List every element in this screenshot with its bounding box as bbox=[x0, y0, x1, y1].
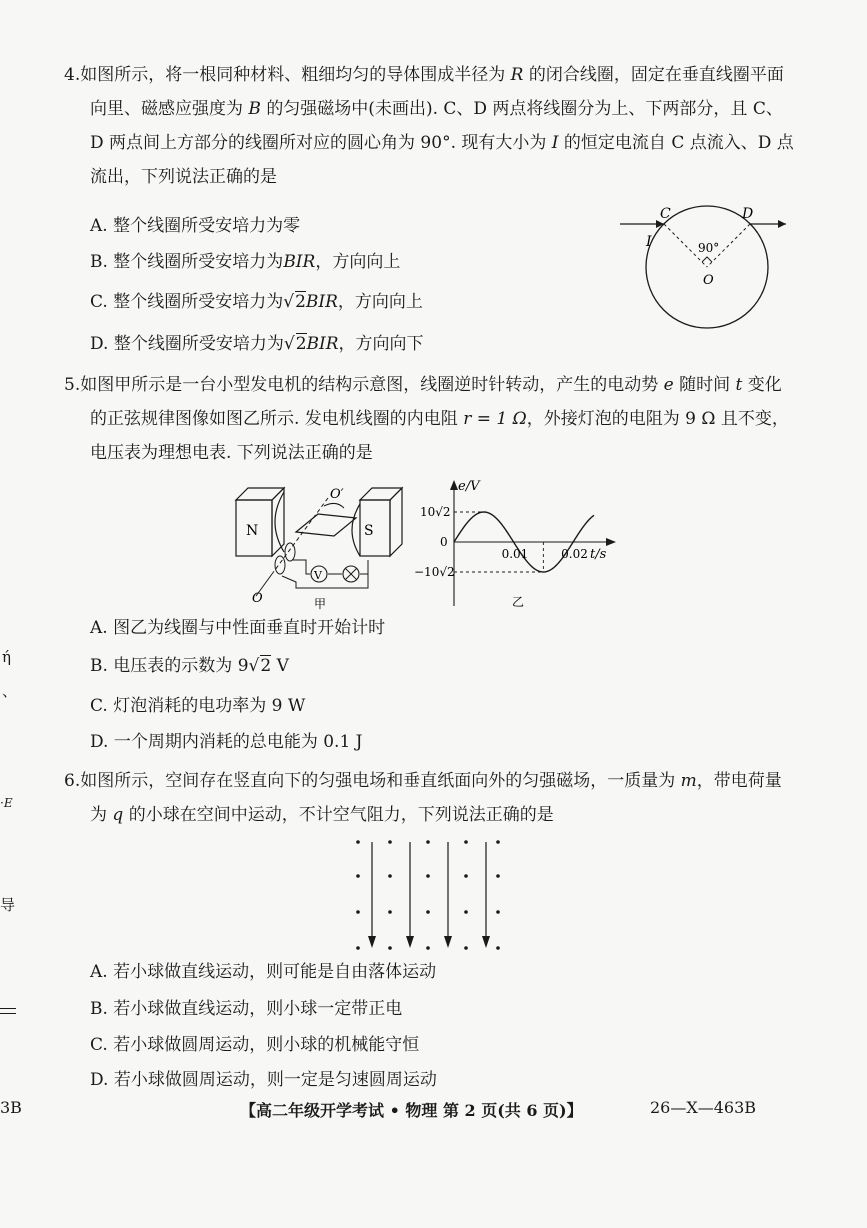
voltmeter-label: V bbox=[314, 569, 322, 582]
question-4-stem: 4.如图所示，将一根同种材料、粗细均匀的导体围成半径为 R 的闭合线圈，固定在垂直线圈平面向里、磁感应强度为 B 的匀强磁场中(未画出). C、D 两点将线圈分为上、下两部分，且 C、D 两点间上方部分的线圈所对应的圆心角为 90°. 现有大小为 I 的恒定电流自 C 点流入、D 点流出，下列说法正确的是 bbox=[64, 65, 794, 187]
point-d-label: D bbox=[742, 206, 754, 222]
edge-mark-1: ή bbox=[2, 648, 11, 666]
n-magnet-top bbox=[236, 488, 284, 500]
b-field-dot bbox=[426, 840, 430, 844]
y-axis-arrow bbox=[450, 480, 458, 490]
s-pole-label: S bbox=[364, 523, 374, 539]
y-tick-max: 10√2 bbox=[420, 505, 451, 519]
q6-option-a: A. 若小球做直线运动，则可能是自由落体运动 bbox=[90, 962, 437, 982]
n-pole-label: N bbox=[246, 523, 259, 539]
current-out-arrow bbox=[778, 220, 786, 228]
b-field-dot bbox=[426, 874, 430, 878]
s-pole-face bbox=[352, 504, 360, 556]
edge-mark-5: 3B bbox=[0, 1098, 22, 1117]
q4-option-c: C. 整个线圈所受安培力为√2BIR，方向向上 bbox=[90, 292, 423, 312]
q5-option-c: C. 灯泡消耗的电功率为 9 W bbox=[90, 696, 306, 716]
edge-bar bbox=[0, 1008, 16, 1014]
b-field-dot bbox=[464, 840, 468, 844]
e-field-arrow bbox=[406, 936, 414, 948]
q6-option-c: C. 若小球做圆周运动，则小球的机械能守恒 bbox=[90, 1035, 420, 1055]
footer-title: 【高二年级开学考试 • 物理 第 2 页(共 6 页)】 bbox=[240, 1101, 583, 1120]
figure-jia-caption: 甲 bbox=[314, 597, 327, 611]
figure-yi-caption: 乙 bbox=[512, 595, 525, 609]
y-tick-min: −10√2 bbox=[414, 565, 455, 579]
x-tick-001: 0.01 bbox=[501, 547, 529, 561]
y-axis-label: e/V bbox=[458, 479, 480, 494]
b-field-dot bbox=[356, 840, 360, 844]
b-field-dot bbox=[464, 874, 468, 878]
n-magnet-side bbox=[272, 488, 284, 556]
slip-ring-2 bbox=[275, 556, 285, 574]
question-5 bbox=[64, 368, 794, 470]
q6-option-b: B. 若小球做直线运动，则小球一定带正电 bbox=[90, 999, 403, 1019]
rotation-axis bbox=[272, 498, 328, 574]
e-field-arrow bbox=[444, 936, 452, 948]
q5-option-b: B. 电压表的示数为 9√2 V bbox=[90, 656, 289, 676]
e-field-arrow bbox=[482, 936, 490, 948]
rotation-direction bbox=[324, 503, 344, 508]
b-field-dot bbox=[496, 946, 500, 950]
n-pole-face bbox=[275, 492, 284, 552]
point-c-label: C bbox=[660, 206, 671, 222]
q4-option-b: B. 整个线圈所受安培力为BIR，方向向上 bbox=[90, 252, 401, 272]
b-field-dot bbox=[388, 910, 392, 914]
question-5-stem: 5.如图甲所示是一台小型发电机的结构示意图，线圈逆时针转动，产生的电动势 e 随时间 t 变化的正弦规律图像如图乙所示. 发电机线圈的内电阻 r = 1 Ω，外接灯泡的电阻为 9 Ω 且不变，电压表为理想电表. 下列说法正确的是 bbox=[64, 375, 789, 463]
b-field-dot bbox=[388, 946, 392, 950]
question-4 bbox=[64, 58, 794, 194]
current-i-label: I bbox=[646, 234, 652, 250]
x-axis-label: t/s bbox=[590, 547, 607, 562]
center-o-label: O bbox=[703, 273, 714, 288]
e-field-arrow bbox=[368, 936, 376, 948]
rotating-coil bbox=[296, 514, 356, 536]
q4-option-d: D. 整个线圈所受安培力为√2BIR，方向向下 bbox=[90, 334, 424, 354]
s-magnet-side bbox=[390, 488, 402, 556]
x-tick-002: 0.02 bbox=[561, 547, 588, 561]
b-field-dot bbox=[426, 910, 430, 914]
o-label: O bbox=[252, 591, 263, 606]
b-field-dot bbox=[496, 840, 500, 844]
b-field-dot bbox=[426, 946, 430, 950]
question-6-stem: 6.如图所示，空间存在竖直向下的匀强电场和垂直纸面向外的匀强磁场，一质量为 m，带电荷量为 q 的小球在空间中运动，不计空气阻力，下列说法正确的是 bbox=[64, 771, 782, 825]
q6-option-d: D. 若小球做圆周运动，则一定是匀速圆周运动 bbox=[90, 1070, 437, 1090]
b-field-dot bbox=[496, 874, 500, 878]
right-angle-mark bbox=[702, 257, 712, 262]
q5-option-d: D. 一个周期内消耗的总电能为 0.1 J bbox=[90, 732, 363, 752]
question-6 bbox=[64, 764, 794, 832]
b-field-dot bbox=[464, 946, 468, 950]
b-field-dot bbox=[388, 874, 392, 878]
b-field-dot bbox=[356, 946, 360, 950]
b-field-dot bbox=[496, 910, 500, 914]
x-axis-arrow bbox=[606, 538, 616, 546]
q4-option-a: A. 整个线圈所受安培力为零 bbox=[90, 216, 301, 236]
generator-figure bbox=[232, 478, 412, 614]
q5-option-a: A. 图乙为线圈与中性面垂直时开始计时 bbox=[90, 618, 386, 638]
angle-label: 90° bbox=[698, 241, 720, 255]
q4-circle-figure bbox=[620, 206, 790, 346]
b-field-dot bbox=[388, 840, 392, 844]
emf-sine-chart bbox=[412, 478, 622, 612]
o-prime-label: O′ bbox=[330, 487, 344, 502]
b-field-dot bbox=[464, 910, 468, 914]
b-field-dot bbox=[356, 910, 360, 914]
field-figure bbox=[360, 836, 500, 958]
edge-mark-4: 导 bbox=[0, 896, 16, 914]
b-field-dot bbox=[356, 874, 360, 878]
wire-1 bbox=[292, 560, 310, 574]
footer-code: 26—X—463B bbox=[650, 1098, 757, 1117]
slip-ring-1 bbox=[285, 543, 295, 561]
edge-mark-2: 、 bbox=[2, 682, 18, 700]
edge-mark-3: ·E bbox=[0, 796, 13, 810]
y-tick-zero: 0 bbox=[440, 535, 448, 549]
